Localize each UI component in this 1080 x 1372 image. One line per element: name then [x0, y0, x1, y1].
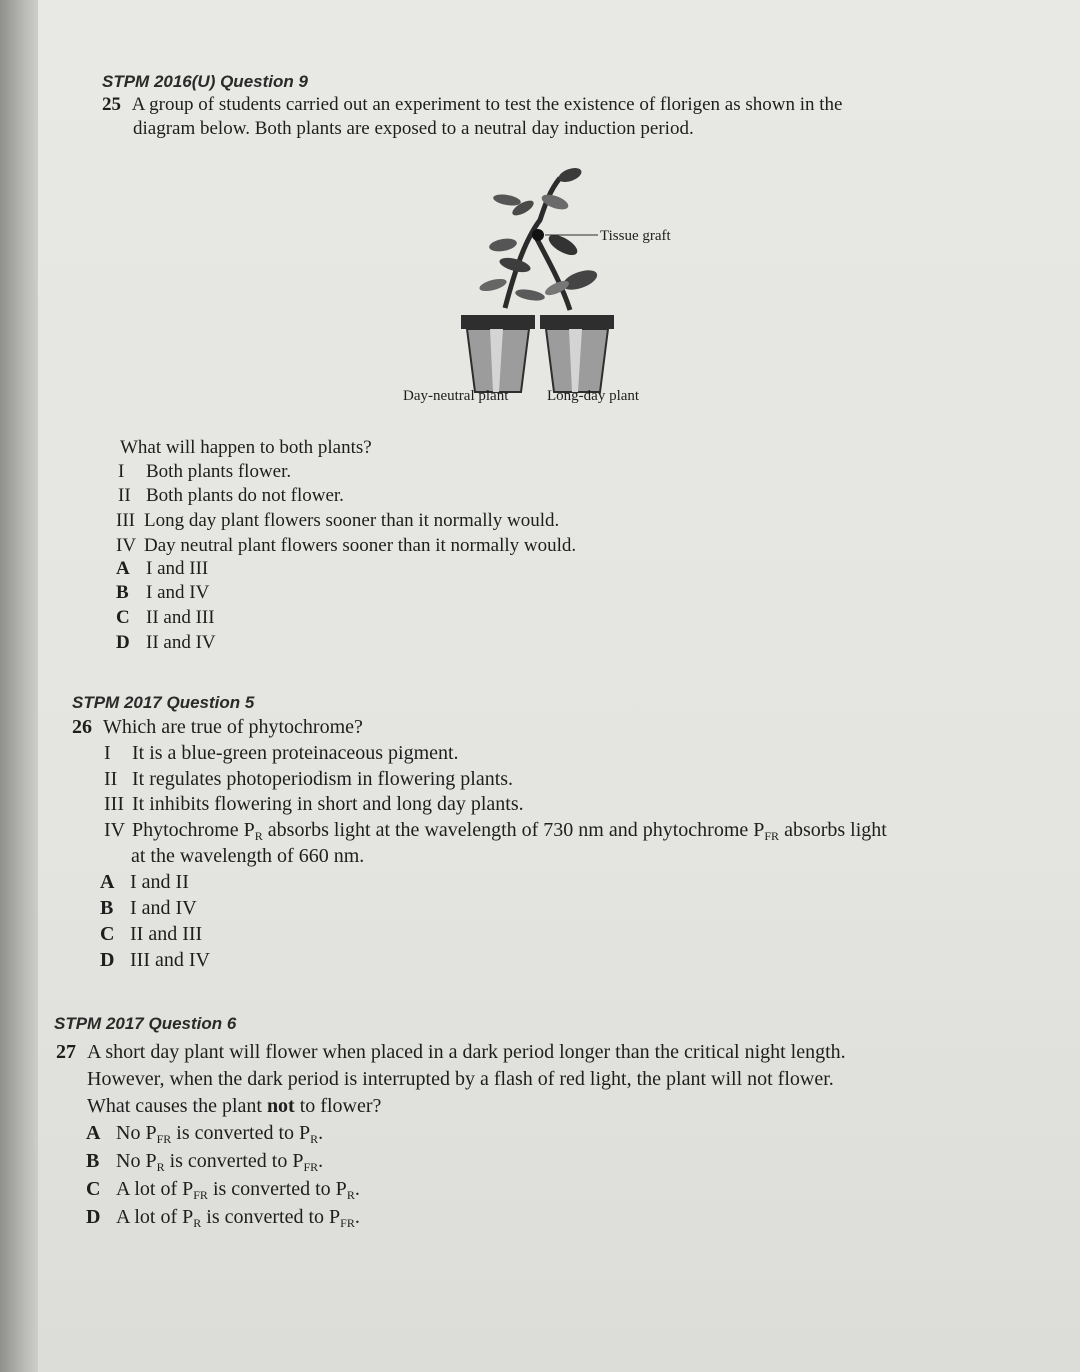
- subscript: FR: [193, 1188, 208, 1202]
- q25-source-header: STPM 2016(U) Question 9: [102, 72, 308, 91]
- statement-text: It is a blue-green proteinaceous pigment.: [132, 742, 459, 764]
- option-letter: B: [116, 582, 129, 603]
- option-letter: C: [116, 607, 130, 628]
- florigen-graft-diagram: [395, 160, 695, 415]
- statement-text: Both plants flower.: [146, 461, 292, 482]
- leaf: [560, 266, 599, 293]
- statement-text: Long day plant flowers sooner than it normally would.: [144, 510, 560, 531]
- q25-statement: [116, 510, 559, 532]
- statement-text: It regulates photoperiodism in flowering plants.: [132, 768, 514, 790]
- statement-numeral: I: [104, 742, 111, 764]
- option-letter: C: [100, 923, 115, 945]
- graft-junction: [532, 229, 544, 241]
- option-letter: A: [116, 558, 130, 579]
- q26-number: 26: [72, 716, 92, 738]
- option-letter: B: [86, 1150, 100, 1172]
- option-text: A lot of P: [116, 1178, 194, 1200]
- q27-stem-line-3: [87, 1095, 381, 1118]
- q25-option-d[interactable]: [116, 632, 216, 654]
- q27-number: 27: [56, 1041, 76, 1063]
- option-text: .: [354, 1178, 360, 1200]
- leaf: [492, 193, 521, 208]
- subscript: R: [254, 829, 263, 843]
- option-text: No P: [116, 1122, 157, 1144]
- statement-numeral: II: [118, 485, 131, 506]
- option-text: is converted to P: [171, 1122, 311, 1144]
- q27-source-header: STPM 2017 Question 6: [54, 1014, 237, 1033]
- subscript: R: [310, 1132, 319, 1146]
- subscript: R: [346, 1188, 355, 1202]
- q25-option-c[interactable]: [116, 607, 215, 629]
- statement-numeral: II: [104, 768, 118, 790]
- q25-statement: [116, 535, 576, 557]
- q27-option-d[interactable]: [86, 1206, 360, 1231]
- subscript: FR: [156, 1132, 172, 1146]
- q27-option-c[interactable]: [86, 1178, 360, 1203]
- option-letter: A: [100, 871, 115, 893]
- option-text: II and III: [146, 607, 215, 628]
- leaf: [488, 237, 518, 254]
- q26-stem: [72, 716, 363, 739]
- stem-text: What causes the plant: [87, 1095, 267, 1117]
- q26-statement-iv-continued: at the wavelength of 660 nm.: [131, 845, 365, 867]
- grafted-plants-illustration: [395, 160, 695, 410]
- q25-option-b[interactable]: [116, 582, 209, 604]
- q26-statement-iv: [104, 819, 887, 844]
- statement-numeral: IV: [104, 819, 126, 841]
- option-text: II and IV: [146, 632, 216, 653]
- q26-statement: [104, 768, 513, 791]
- q26-statement: [104, 793, 524, 816]
- statement-numeral: III: [104, 793, 124, 815]
- q26-option-c[interactable]: [100, 923, 202, 946]
- option-text: I and IV: [146, 582, 210, 603]
- statement-numeral: III: [116, 510, 135, 531]
- option-letter: D: [116, 632, 130, 653]
- q27-option-a[interactable]: [86, 1122, 323, 1147]
- option-letter: A: [86, 1122, 101, 1144]
- option-text: I and II: [130, 871, 189, 893]
- option-text: I and III: [146, 558, 209, 579]
- statement-text: absorbs light at the wavelength of 730 nm and phytochrome P: [262, 819, 765, 841]
- q25-question: What will happen to both plants?: [120, 437, 372, 458]
- option-letter: B: [100, 897, 114, 919]
- option-text: A lot of P: [116, 1206, 194, 1228]
- q25-statement: [118, 461, 291, 483]
- subscript: FR: [340, 1216, 355, 1230]
- q25-stem-line-1: [102, 94, 842, 116]
- q26-option-d[interactable]: [100, 949, 210, 972]
- q26-source-header: STPM 2017 Question 5: [72, 693, 255, 712]
- option-letter: C: [86, 1178, 101, 1200]
- q25-stem-text-1: A group of students carried out an experiment to test the existence of florigen as shown in the: [131, 94, 843, 115]
- long-day-plant-label: Long-day plant: [547, 388, 640, 404]
- q27-stem-text-1: A short day plant will flower when placed in a dark period longer than the critical night length.: [87, 1041, 846, 1063]
- statement-text: It inhibits flowering in short and long day plants.: [132, 793, 524, 815]
- left-pot-rim: [461, 315, 535, 329]
- option-text: .: [318, 1122, 324, 1144]
- stem-emphasis: not: [266, 1095, 295, 1117]
- day-neutral-plant-label: Day-neutral plant: [403, 388, 509, 404]
- q25-option-a[interactable]: [116, 558, 208, 580]
- right-pot-rim: [540, 315, 614, 329]
- option-letter: D: [100, 949, 115, 971]
- option-text: III and IV: [130, 949, 210, 971]
- q26-option-b[interactable]: [100, 897, 197, 920]
- statement-text: Phytochrome P: [132, 819, 255, 841]
- option-letter: D: [86, 1206, 101, 1228]
- tissue-graft-label: Tissue graft: [600, 228, 671, 244]
- subscript: R: [156, 1160, 165, 1174]
- option-text: .: [354, 1206, 360, 1228]
- statement-numeral: I: [118, 461, 125, 482]
- option-text: is converted to P: [207, 1178, 347, 1200]
- option-text: is converted to P: [164, 1150, 304, 1172]
- leaf: [514, 287, 545, 302]
- q26-stem-text: Which are true of phytochrome?: [103, 716, 363, 738]
- option-text: is converted to P: [201, 1206, 341, 1228]
- statement-text: Both plants do not flower.: [146, 485, 344, 506]
- statement-text: Day neutral plant flowers sooner than it normally would.: [144, 535, 577, 556]
- q27-option-b[interactable]: [86, 1150, 323, 1175]
- q25-statement: [118, 485, 344, 507]
- option-text: .: [318, 1150, 324, 1172]
- subscript: R: [193, 1216, 202, 1230]
- stem-text: to flower?: [294, 1095, 382, 1117]
- statement-text: absorbs light: [779, 819, 887, 841]
- q25-number: 25: [102, 94, 121, 115]
- q27-stem-line-2: However, when the dark period is interrupted by a flash of red light, the plant will not flower.: [87, 1068, 834, 1090]
- subscript: FR: [303, 1160, 319, 1174]
- option-text: No P: [116, 1150, 157, 1172]
- q26-statement: [104, 742, 459, 765]
- q27-stem-line-1: [56, 1041, 846, 1064]
- option-text: I and IV: [130, 897, 197, 919]
- leaf: [557, 165, 584, 184]
- leaf: [478, 277, 508, 294]
- statement-numeral: IV: [116, 535, 137, 556]
- q25-stem-line-2: diagram below. Both plants are exposed to a neutral day induction period.: [133, 118, 694, 139]
- q26-option-a[interactable]: [100, 871, 189, 894]
- option-text: II and III: [130, 923, 203, 945]
- subscript: FR: [764, 829, 780, 843]
